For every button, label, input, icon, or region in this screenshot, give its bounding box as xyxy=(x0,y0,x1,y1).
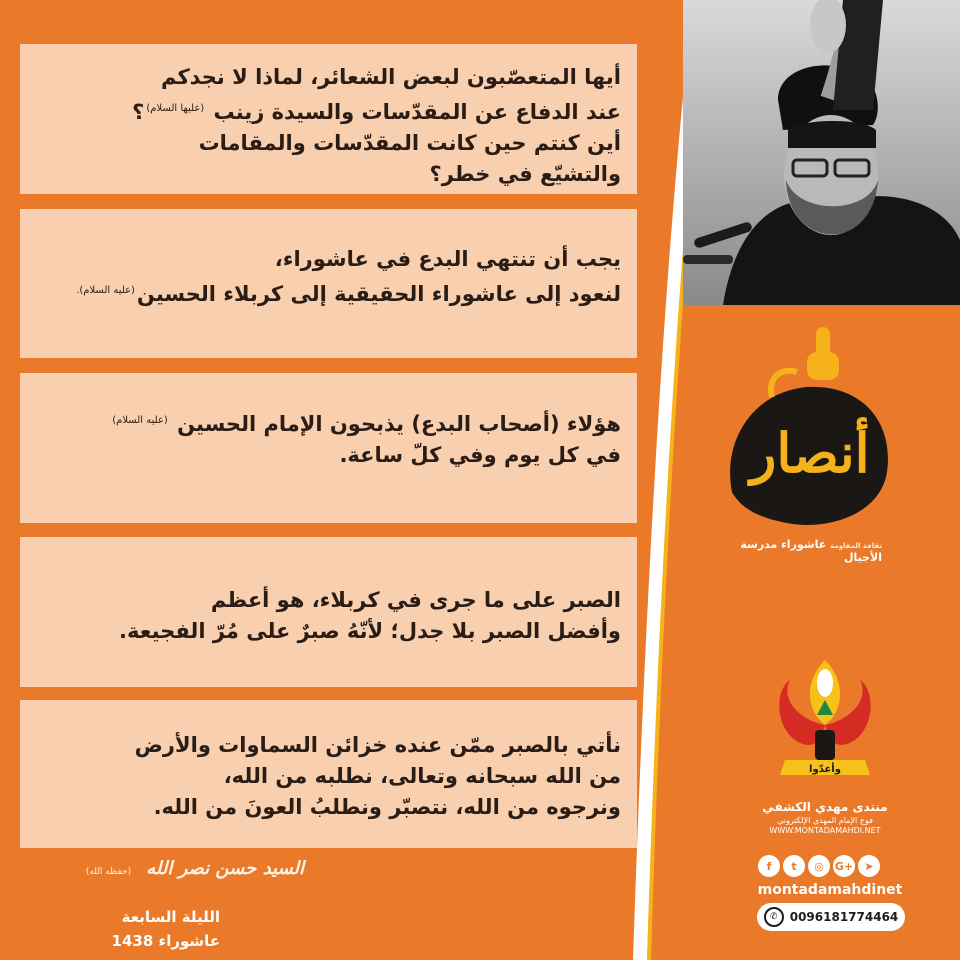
night-label xyxy=(100,905,220,953)
night-line-1: الليلة السابعة xyxy=(121,908,220,926)
campaign-tagline-text: عاشوراء مدرسة الأجيال xyxy=(740,538,882,564)
forum-url[interactable]: WWW.MONTADAMAHDI.NET xyxy=(769,826,881,835)
scout-emblem xyxy=(775,655,875,795)
speaker-photo xyxy=(683,0,960,305)
forum-name: منتدى مهدي الكشفي xyxy=(762,800,888,814)
forum-info xyxy=(752,800,898,835)
quote-3-line-1: هؤلاء (أصحاب البدع) يذبحون الإمام الحسين xyxy=(177,412,621,436)
ansar-logo xyxy=(712,322,902,542)
quote-box-4 xyxy=(20,537,637,687)
quote-1-honorific: (عليها السلام) xyxy=(146,103,205,114)
ansar-logo-text: أنصار xyxy=(750,421,870,485)
quote-2-honorific: (عليه السلام). xyxy=(76,285,135,296)
quote-1-line-1: أيها المتعصّبون لبعض الشعائر، لماذا لا نجدكم xyxy=(160,65,621,89)
quote-4-line-2: وأفضل الصبر بلا جدل؛ لأنّهُ صبرٌ على مُرّ الفجيعة. xyxy=(119,619,621,643)
campaign-small-text: ثقافة المقاومة xyxy=(830,542,882,550)
instagram-icon[interactable]: ◎ xyxy=(808,855,830,877)
quote-1-line-4: والتشيّع في خطر؟ xyxy=(429,162,621,186)
quote-1-question-mark: ؟ xyxy=(132,100,145,124)
quote-box-1 xyxy=(20,44,637,194)
quote-1-line-3: أين كنتم حين كانت المقدّسات والمقامات xyxy=(198,131,621,155)
telegram-icon[interactable]: ➤ xyxy=(858,855,880,877)
night-line-2: عاشوراء 1438 xyxy=(111,932,220,950)
social-icons xyxy=(758,855,880,877)
quote-box-2 xyxy=(20,209,637,358)
quote-3-honorific: (عليه السلام) xyxy=(112,415,168,426)
quote-box-5 xyxy=(20,700,637,848)
quote-5-line-1: نأتي بالصبر ممّن عنده خزائن السماوات والأرض xyxy=(134,733,621,757)
signature xyxy=(44,858,304,879)
quote-5-line-3: ونرجوه من الله، نتصبّر ونطلبُ العونَ من الله. xyxy=(153,795,621,819)
campaign-tagline xyxy=(730,538,882,564)
quote-3-line-2: في كل يوم وفي كلّ ساعة. xyxy=(339,443,621,467)
twitter-icon[interactable]: t xyxy=(783,855,805,877)
googleplus-icon[interactable]: G+ xyxy=(833,855,855,877)
quote-4-line-1: الصبر على ما جرى في كربلاء، هو أعظم xyxy=(210,588,621,612)
phone-number: 0096181774464 xyxy=(789,910,899,924)
phone-pill[interactable] xyxy=(757,903,905,931)
phone-icon: ✆ xyxy=(764,907,784,927)
quote-2-line-1: يجب أن تنتهي البدع في عاشوراء، xyxy=(274,247,621,271)
quote-1-line-2: عند الدفاع عن المقدّسات والسيدة زينب xyxy=(213,100,621,124)
facebook-icon[interactable]: f xyxy=(758,855,780,877)
quote-box-3 xyxy=(20,373,637,523)
forum-sub: فوج الإمام المهدي الإلكتروني xyxy=(777,816,873,825)
quote-5-line-2: من الله سبحانه وتعالى، نطلبه من الله، xyxy=(223,764,621,788)
social-handle[interactable]: montadamahdinet xyxy=(757,882,903,898)
quote-2-line-2: لنعود إلى عاشوراء الحقيقية إلى كربلاء الحسين xyxy=(136,282,621,306)
emblem-banner-text: وأعدّوا xyxy=(809,764,841,775)
signature-name: السيد حسن نصر الله xyxy=(146,858,304,879)
signature-honorific: (حفظه الله) xyxy=(85,867,132,877)
